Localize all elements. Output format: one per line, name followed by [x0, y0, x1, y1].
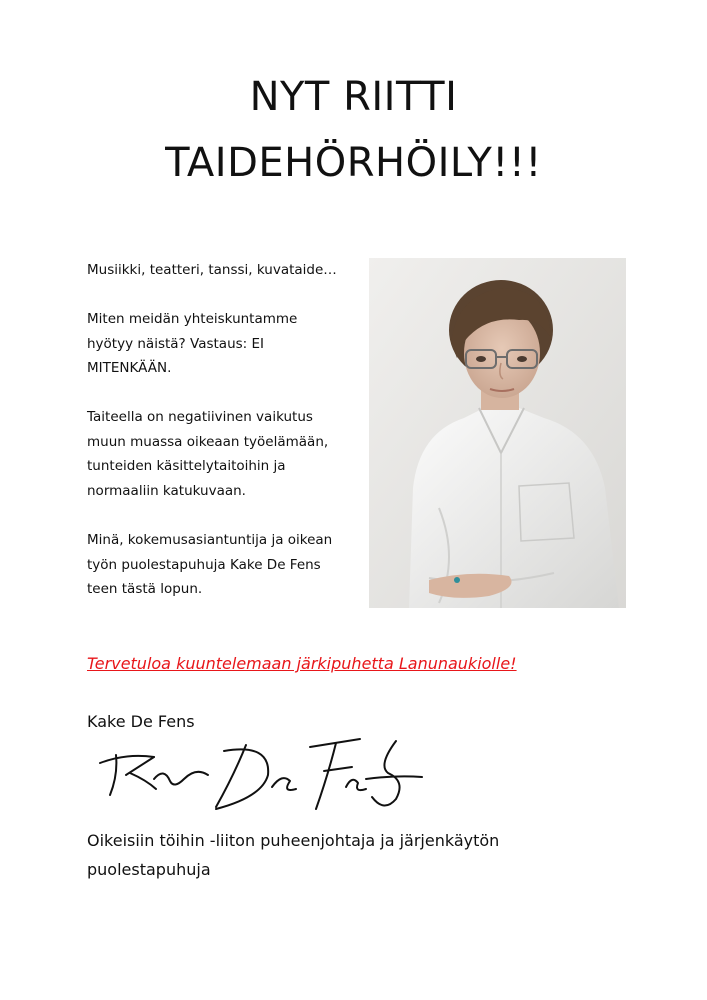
headline-line-2: TAIDEHÖRHÖILY!!!	[165, 140, 542, 186]
body-column-4	[87, 528, 357, 602]
signer-role	[87, 826, 587, 884]
body-column	[87, 258, 357, 283]
invitation-link-text: Tervetuloa kuuntelemaan järkipuhetta Lanunaukiolle!	[87, 654, 517, 673]
body-column-2	[87, 307, 357, 381]
handwritten-signature	[96, 735, 426, 815]
paragraph-question: Miten meidän yhteiskuntamme hyötyy näistä? Vastaus: EI MITENKÄÄN.	[87, 311, 298, 376]
body-column-3	[87, 405, 357, 503]
signer-role-text: Oikeisiin töihin -liiton puheenjohtaja ja järjenkäytön puolestapuhuja	[87, 831, 500, 879]
paragraph-negative-effect: Taiteella on negatiivinen vaikutus muun muassa oikeaan työelämään, tunteiden käsittelytaitoihin ja normaaliin katukuvaan.	[87, 409, 329, 499]
paragraph-declaration: Minä, kokemusasiantuntija ja oikean työn puolestapuhuja Kake De Fens teen tästä lopun.	[87, 532, 333, 597]
paragraph-arts-list: Musiikki, teatteri, tanssi, kuvataide…	[87, 262, 337, 278]
headline-line-1: NYT RIITTI	[249, 74, 458, 120]
signer-name: Kake De Fens	[87, 712, 195, 731]
portrait-photo	[369, 258, 626, 608]
